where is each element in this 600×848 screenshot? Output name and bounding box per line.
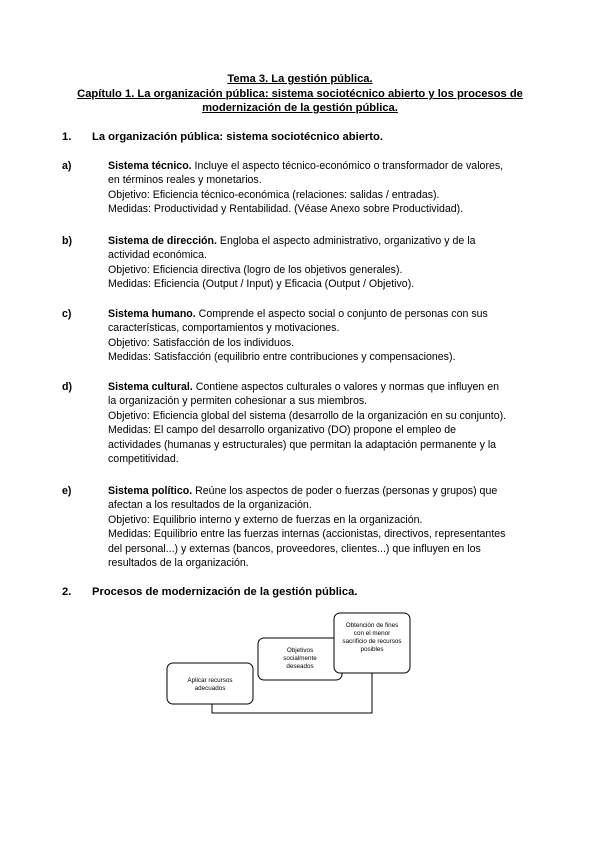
section-2-number: 2.: [62, 586, 72, 598]
box3-line2: con el menor: [353, 630, 391, 637]
item-name: Sistema cultural.: [108, 381, 193, 393]
section-2-title: Procesos de modernización de la gestión pública.: [92, 586, 358, 598]
chapter-title-line1: Capítulo 1. La organización pública: sistema sociotécnico abierto y los procesos de: [77, 88, 523, 100]
item-measures: actividades (humanas y estructurales) que permitan la adaptación permanente y la: [108, 438, 497, 451]
page-title: Tema 3. La gestión pública.: [227, 73, 373, 85]
item-name: Sistema humano.: [108, 308, 196, 320]
item-measures: Medidas: Satisfacción (equilibrio entre contribuciones y compensaciones).: [108, 351, 456, 364]
item-measures: Medidas: Productividad y Rentabilidad. (Véase Anexo sobre Productividad).: [108, 203, 464, 216]
item-name: Sistema de dirección.: [108, 235, 217, 247]
item-text: Reúne los aspectos de poder o fuerzas (personas y grupos) que: [192, 485, 498, 497]
box1-line2: adecuados: [194, 685, 226, 692]
item-label: e): [62, 485, 72, 497]
item-objective: Objetivo: Satisfacción de los individuos.: [108, 336, 295, 349]
item-text: Engloba el aspecto administrativo, organizativo y de la: [216, 235, 476, 247]
item-measures: resultados de la organización.: [108, 557, 249, 570]
section-1-number: 1.: [62, 131, 72, 143]
box2-line1: Objetivos: [286, 647, 314, 654]
box1-line1: Aplicar recursos: [187, 677, 233, 684]
item-text: Incluye el aspecto técnico-económico o transformador de valores,: [191, 160, 504, 172]
item-label: d): [62, 381, 72, 393]
item-measures: Medidas: El campo del desarrollo organizativo (DO) propone el empleo de: [108, 424, 457, 437]
box3-line1: Obtención de fines: [345, 622, 399, 629]
item-name: Sistema político.: [108, 485, 193, 497]
item-objective: Objetivo: Eficiencia directiva (logro de los objetivos generales).: [108, 263, 403, 276]
chapter-title-line2: modernización de la gestión pública.: [202, 102, 398, 114]
box2-line2: socialmente: [283, 655, 317, 662]
item-objective: Objetivo: Equilibrio interno y externo de fuerzas en la organización.: [108, 513, 423, 526]
box3-line4: posibles: [360, 646, 384, 653]
item-text: Contiene aspectos culturales o valores y normas que influyen en: [192, 381, 499, 393]
item-objective: Objetivo: Eficiencia global del sistema (desarrollo de la organización en su conjunto).: [108, 409, 507, 422]
item-measures: competitividad.: [108, 453, 179, 466]
item-label: a): [62, 160, 72, 172]
box3-line3: sacrificio de recursos: [342, 638, 402, 645]
item-text: características, comportamientos y motivaciones.: [108, 322, 340, 335]
item-text: afectan a los resultados de la organización.: [108, 499, 312, 512]
item-text: la organización y permiten cohesionar a sus miembros.: [108, 395, 368, 408]
item-label: c): [62, 308, 72, 320]
item-measures: Medidas: Equilibrio entre las fuerzas internas (accionistas, directivos, representantes: [108, 528, 506, 541]
item-text: actividad económica.: [108, 249, 207, 262]
item-name: Sistema técnico.: [108, 160, 192, 172]
item-objective: Objetivo: Eficiencia técnico-económica (relaciones: salidas / entradas).: [108, 188, 440, 201]
item-measures: del personal...) y externas (bancos, proveedores, clientes...) que influyen en los: [108, 542, 481, 555]
item-label: b): [62, 235, 72, 247]
section-1-title: La organización pública: sistema sociotécnico abierto.: [92, 131, 383, 143]
item-measures: Medidas: Eficiencia (Output / Input) y Eficacia (Output / Objetivo).: [108, 278, 415, 291]
item-text: en términos reales y monetarios.: [108, 174, 262, 187]
box2-line3: deseados: [286, 663, 314, 670]
item-text: Comprende el aspecto social o conjunto de personas con sus: [195, 308, 488, 320]
